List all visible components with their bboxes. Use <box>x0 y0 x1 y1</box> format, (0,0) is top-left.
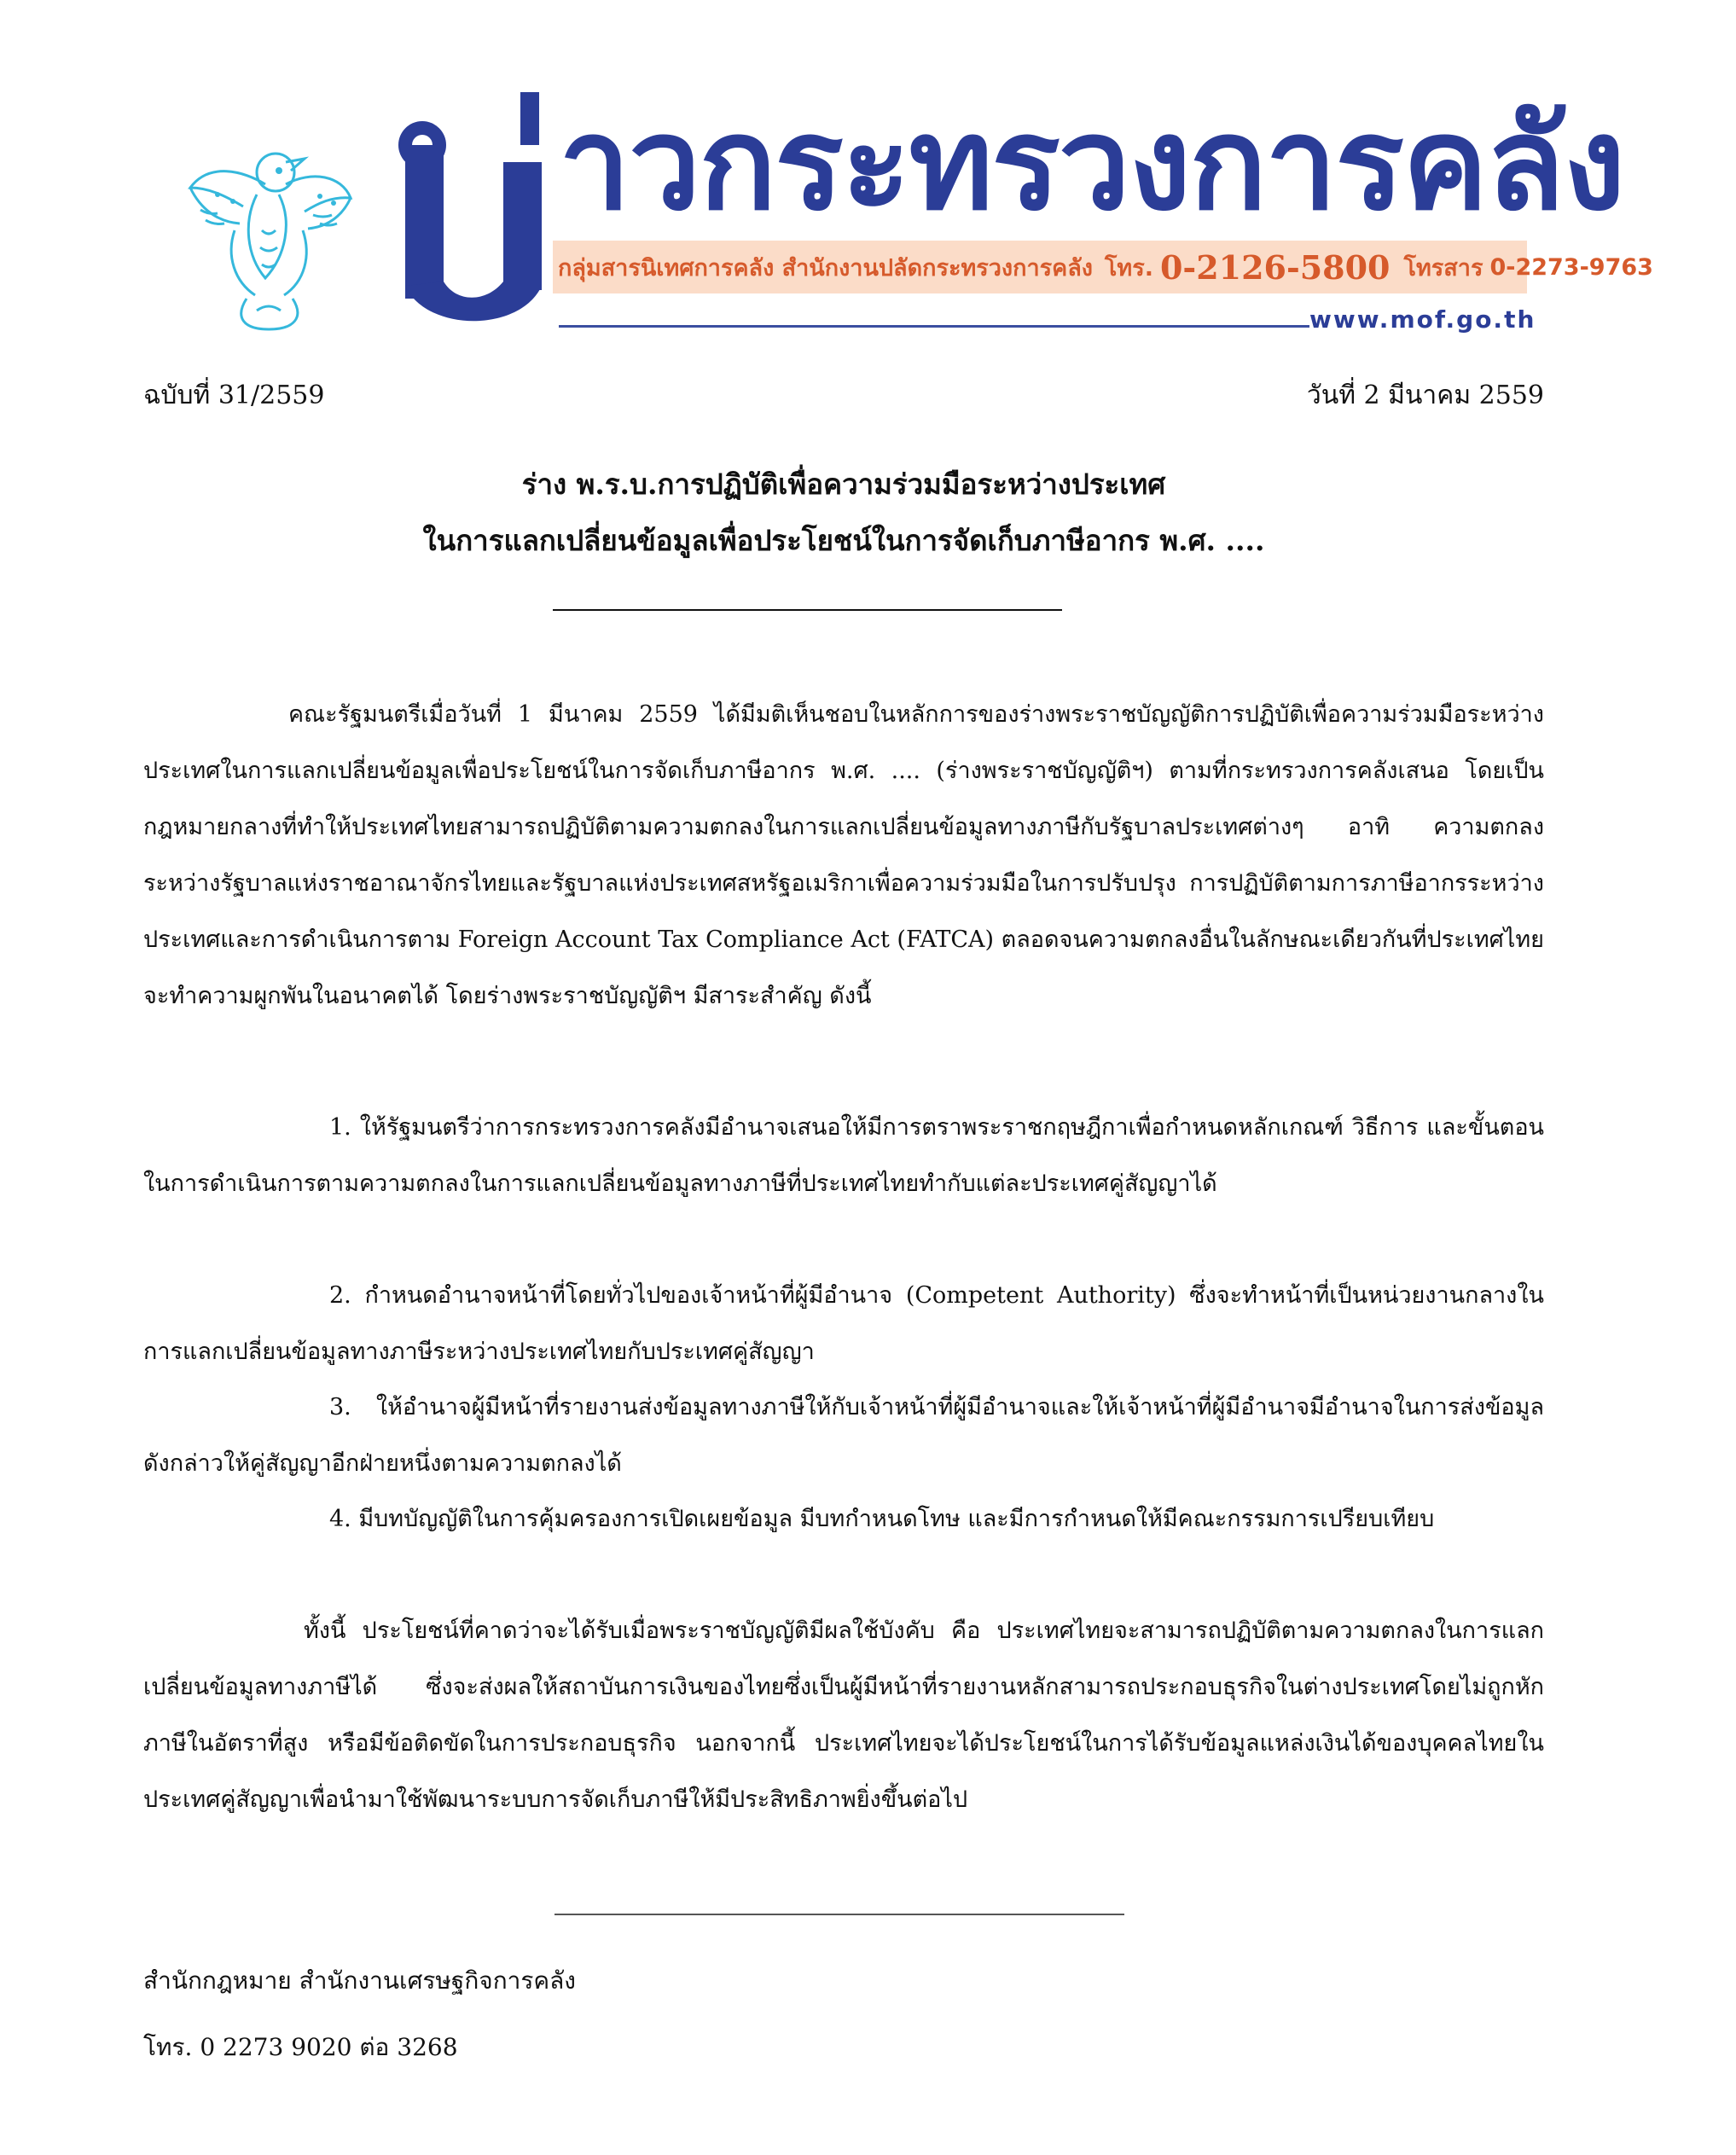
garuda-emblem-icon <box>183 128 354 333</box>
list-item: 1. ให้รัฐมนตรีว่าการกระทรวงการคลังมีอำนาจเสนอให้มีการตราพระราชกฤษฎีกาเพื่อกำหนดหลักเกณฑ์ วิธีการ และขั้นตอนในการดำเนินการตามความตกลงในการแลกเปลี่ยนข้อมูลทางภาษีที่ประเทศไทยทำกับแต่ละประเทศคู่สัญญาได้ <box>143 1114 1544 1197</box>
masthead-divider <box>559 325 1309 328</box>
website-url[interactable]: www.mof.go.th <box>1309 305 1536 334</box>
intro-paragraph: คณะรัฐมนตรีเมื่อวันที่ 1 มีนาคม 2559 ได้มีมติเห็นชอบในหลักการของร่างพระราชบัญญัติการปฏิบัติเพื่อความร่วมมือระหว่างประเทศในการแลกเปลี่ยนข้อมูลเพื่อประโยชน์ในการจัดเก็บภาษีอากร พ.ศ. .... (ร่างพระราชบัญญัติฯ) ตามที่กระทรวงการคลังเสนอ โดยเป็นกฎหมายกลางที่ทำให้ประเทศไทยสามารถปฏิบัติตามความตกลงในการแลกเปลี่ยนข้อมูลทางภาษีกับรัฐบาลประเทศต่างๆ อาทิ ความตกลงระหว่างรัฐบาลแห่งราชอาณาจักรไทยและรัฐบาลแห่งประเทศสหรัฐอเมริกาเพื่อความร่วมมือในการปรับปรุง การปฏิบัติตามการภาษีอากรระหว่างประเทศและการดำเนินการตาม Foreign Account Tax Compliance Act (FATCA) ตลอดจนความตกลงอื่นในลักษณะเดียวกันที่ประเทศไทยจะทำความผูกพันในอนาคตได้ โดยร่างพระราชบัญญัติฯ มีสาระสำคัญ ดังนี้ <box>143 701 1544 1009</box>
masthead-title: าวกระทรวงการคลัง <box>559 90 1624 239</box>
masthead-big-letter <box>392 85 576 333</box>
tel-number: 0-2126-5800 <box>1159 247 1391 287</box>
masthead-contact-bar <box>553 241 1653 293</box>
masthead <box>0 0 1736 358</box>
footer-phone: โทร. 0 2273 9020 ต่อ 3268 <box>143 2033 458 2061</box>
conclusion-paragraph: ทั้งนี้ ประโยชน์ที่คาดว่าจะได้รับเมื่อพระราชบัญญัติมีผลใช้บังคับ คือ ประเทศไทยจะสามารถปฏิบัติตามความตกลงในการแลกเปลี่ยนข้อมูลทางภาษีได้ ซึ่งจะส่งผลให้สถาบันการเงินของไทยซึ่งเป็นผู้มีหน้าที่รายงานหลักสามารถประกอบธุรกิจในต่างประเทศโดยไม่ถูกหักภาษีในอัตราที่สูง หรือมีข้อติดขัดในการประกอบธุรกิจ นอกจากนี้ ประเทศไทยจะได้ประโยชน์ในการได้รับข้อมูลแหล่งเงินได้ของบุคคลไทยในประเทศคู่สัญญาเพื่อนำมาใช้พัฒนาระบบการจัดเก็บภาษีให้มีประสิทธิภาพยิ่งขึ้นต่อไป <box>143 1618 1544 1813</box>
tel-label: โทร. <box>1104 254 1153 282</box>
footer-organization: สำนักกฎหมาย สำนักงานเศรษฐกิจการคลัง <box>143 1966 576 1995</box>
document-title-line-1: ร่าง พ.ร.บ.การปฏิบัติเพื่อความร่วมมือระหว่างประเทศ <box>521 468 1166 501</box>
issue-number: ฉบับที่ 31/2559 <box>143 380 325 410</box>
list-item: 4. มีบทบัญญัติในการคุ้มครองการเปิดเผยข้อมูล มีบทกำหนดโทษ และมีการกำหนดให้มีคณะกรรมการเปรียบเทียบ <box>329 1506 1435 1532</box>
document-title-line-2: ในการแลกเปลี่ยนข้อมูลเพื่อประโยชน์ในการจัดเก็บภาษีอากร พ.ศ. .... <box>422 524 1265 557</box>
footer-divider <box>554 1914 1124 1915</box>
issue-date: วันที่ 2 มีนาคม 2559 <box>1306 380 1544 410</box>
fax-label: โทรสาร <box>1403 254 1483 282</box>
list-item: 2. กำหนดอำนาจหน้าที่โดยทั่วไปของเจ้าหน้าที่ผู้มีอำนาจ (Competent Authority) ซึ่งจะทำหน้าที่เป็นหน่วยงานกลางในการแลกเปลี่ยนข้อมูลทางภาษีระหว่างประเทศไทยกับประเทศคู่สัญญา <box>143 1282 1544 1365</box>
fax-number: 0-2273-9763 <box>1489 253 1653 281</box>
issue-row <box>143 375 1544 415</box>
list-item: 3. ให้อำนาจผู้มีหน้าที่รายงานส่งข้อมูลทางภาษีให้กับเจ้าหน้าที่ผู้มีอำนาจและให้เจ้าหน้าที่ผู้มีอำนาจมีอำนาจในการส่งข้อมูลดังกล่าวให้คู่สัญญาอีกฝ่ายหนึ่งตามความตกลงได้ <box>143 1394 1544 1477</box>
department-name: กลุ่มสารนิเทศการคลัง สำนักงานปลัดกระทรวงการคลัง <box>558 254 1093 282</box>
title-divider <box>553 609 1062 611</box>
